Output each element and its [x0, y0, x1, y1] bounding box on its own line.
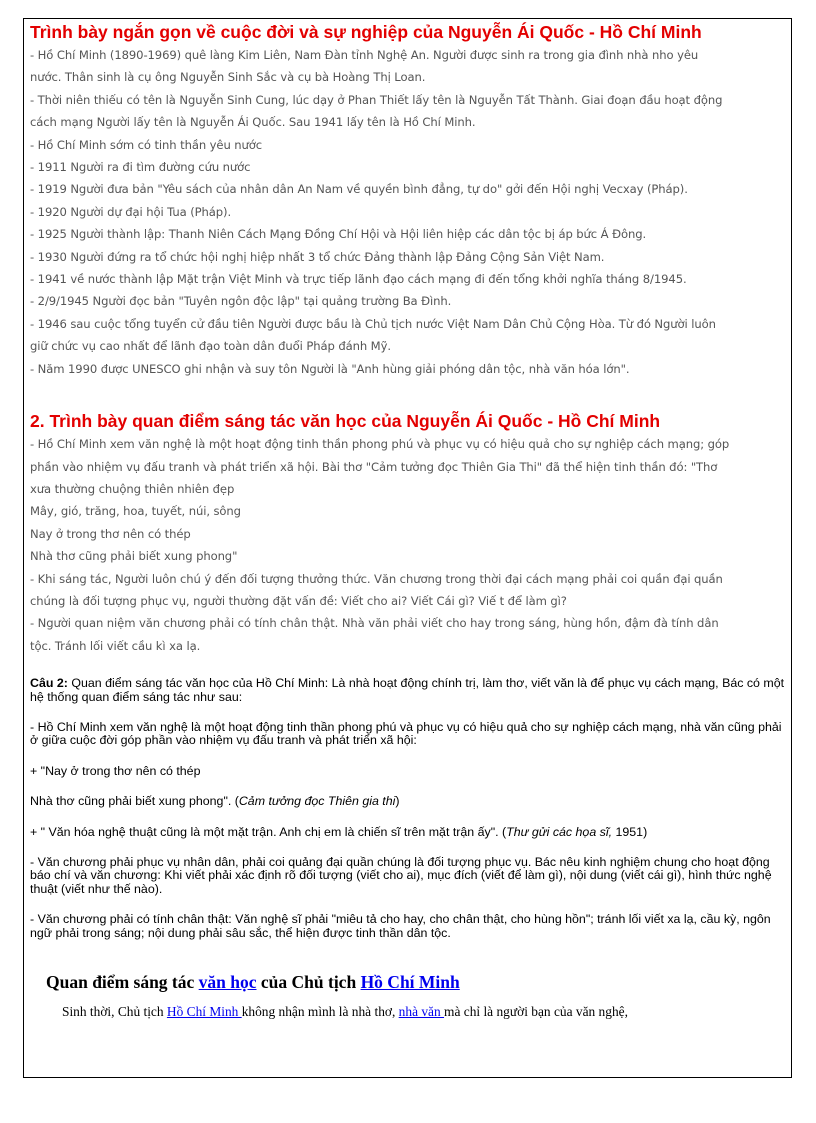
section-1-title: Trình bày ngắn gọn về cuộc đời và sự nghiệp của Nguyễn Ái Quốc - Hồ Chí Minh [30, 22, 702, 42]
text-line: - 1946 sau cuộc tổng tuyển cử đầu tiên Người được bầu là Chủ tịch nước Việt Nam Dân Chủ Cộng Hòa. Từ đó Người luôn [30, 316, 716, 331]
text-line: Nay ở trong thơ nên có thép [30, 526, 191, 541]
section-literary-views [30, 409, 786, 657]
cau-2-paragraph-6: - Văn chương phải có tính chân thật: Văn nghệ sĩ phải "miêu tả cho hay, cho chân thật, cho hùng hồn"; tránh lối viết xa lạ, cầu kỳ, ngôn ngữ phải trong sáng; nội dung phải sâu sắc, thể hiện được tinh thần dân tộc. [30, 912, 771, 940]
section-biography [30, 20, 786, 380]
text-line: - Thời niên thiếu có tên là Nguyễn Sinh Cung, lúc dạy ở Phan Thiết lấy tên là Nguyễn Tất Thành. Giai đoạn đầu hoạt động [30, 92, 723, 107]
cau-2-paragraph-4 [30, 826, 786, 839]
final-section-body [62, 1002, 786, 1022]
text-line: - Người quan niệm văn chương phải có tính chân thật. Nhà văn phải viết cho hay trong sáng, hùng hồn, đậm đà tính dân [30, 616, 719, 631]
document-content [30, 19, 786, 1022]
text-line: - 1930 Người đứng ra tổ chức hội nghị hiệp nhất 3 tổ chức Đảng thành lập Đảng Cộng Sản Việt Nam. [30, 249, 605, 264]
text-line: nước. Thân sinh là cụ ông Nguyễn Sinh Sắc và cụ bà Hoàng Thị Loan. [30, 70, 426, 85]
cau-2-section [30, 677, 786, 940]
cau-2-label: Câu 2: [30, 676, 68, 691]
section-2-title: 2. Trình bày quan điểm sáng tác văn học của Nguyễn Ái Quốc - Hồ Chí Minh [30, 411, 661, 432]
final-section [30, 970, 786, 1022]
text-line: - 1911 Người ra đi tìm đường cứu nước [30, 160, 251, 175]
title-text: Quan điểm sáng tác [46, 972, 199, 993]
text-line: cách mạng Người lấy tên là Nguyễn Ái Quốc. Sau 1941 lấy tên là Hồ Chí Minh. [30, 115, 476, 130]
quote-close: 1951) [612, 824, 648, 839]
final-section-title [46, 970, 786, 994]
text-line: - Năm 1990 được UNESCO ghi nhận và suy tôn Người là "Anh hùng giải phóng dân tộc, nhà văn hóa lớn". [30, 361, 630, 376]
quote-text: + " Văn hóa nghệ thuật cũng là một mặt trận. Anh chị em là chiến sĩ trên mặt trận ấy". ( [30, 824, 507, 839]
text-line: - Hồ Chí Minh sớm có tinh thần yêu nước [30, 137, 263, 152]
section-2-body [30, 433, 786, 657]
text-line: chúng là đối tượng phục vụ, người thường đặt vấn đề: Viết cho ai? Viết Cái gì? Viế t để làm gì? [30, 593, 567, 608]
quote-close: ) [395, 794, 400, 809]
text-line: giữ chức vụ cao nhất để lãnh đạo toàn dân đuổi Pháp đánh Mỹ. [30, 339, 391, 354]
ho-chi-minh-link[interactable]: Hồ Chí Minh [360, 972, 460, 993]
cau-2-paragraph-2: + "Nay ở trong thơ nên có thép [30, 763, 201, 778]
section-1-body [30, 44, 786, 380]
cau-2-intro [30, 677, 786, 704]
text-line: - 1919 Người đưa bản "Yêu sách của nhân dân An Nam về quyền bình đẳng, tự do" gởi đến Hội nghị Vecxay (Pháp). [30, 182, 688, 197]
text-line: Nhà thơ cũng phải biết xung phong" [30, 549, 238, 564]
van-hoc-link[interactable]: văn học [198, 972, 257, 993]
quote-source: Cảm tưởng đọc Thiên gia thi [238, 794, 396, 809]
ho-chi-minh-body-link[interactable]: Hồ Chí Minh [166, 1004, 242, 1020]
text-line: - Hồ Chí Minh xem văn nghệ là một hoạt động tinh thần phong phú và phục vụ có hiệu quả cho sự nghiệp cách mạng; góp [30, 437, 730, 452]
text-line: - 2/9/1945 Người đọc bản "Tuyên ngôn độc lập" tại quảng trường Ba Đình. [30, 294, 452, 309]
cau-2-paragraph-5: - Văn chương phải phục vụ nhân dân, phải coi quảng đại quần chúng là đối tượng phục vụ. Bác nêu kinh nghiệm chung cho hoạt động báo chí và văn chương: Khi viết phải xác định rõ đối tượng (viết cho ai), mục đích (viết để làm gì), nội dung (viết cái gì), hình thức nghệ thuật (viết như thế nào). [30, 855, 772, 896]
nha-van-link[interactable]: nhà văn [398, 1004, 445, 1020]
text-line: - 1920 Người dự đại hội Tua (Pháp). [30, 204, 232, 219]
cau-2-intro-text: Quan điểm sáng tác văn học của Hồ Chí Minh: Là nhà hoạt động chính trị, làm thơ, viết văn là để phục vụ cách mạng, Bác có một hệ thống quan điểm sáng tác như sau: [30, 676, 785, 704]
cau-2-paragraph-1: - Hồ Chí Minh xem văn nghệ là một hoạt động tinh thần phong phú và phục vụ có hiệu quả cho sự nghiệp cách mạng, nhà văn cũng phải ở giữa cuộc đời góp phần vào nhiệm vụ đấu tranh và phát triển xã hội: [30, 719, 782, 748]
title-text: của Chủ tịch [256, 972, 361, 993]
text-line: Mây, gió, trăng, hoa, tuyết, núi, sông [30, 504, 241, 519]
text-line: - Hồ Chí Minh (1890-1969) quê làng Kim Liên, Nam Đàn tỉnh Nghệ An. Người được sinh ra trong gia đình nhà nho yêu [30, 48, 699, 62]
body-text: không nhận mình là nhà thơ, [241, 1004, 399, 1020]
text-line: xưa thường chuộng thiên nhiên đẹp [30, 481, 235, 496]
text-line: - 1941 về nước thành lập Mặt trận Việt Minh và trực tiếp lãnh đạo cách mạng đi đến tổng khởi nghĩa tháng 8/1945. [30, 272, 687, 287]
text-line: phần vào nhiệm vụ đấu tranh và phát triển xã hội. Bài thơ "Cảm tưởng đọc Thiên Gia Thi" đã thể hiện tinh thần đó: "Thơ [30, 459, 718, 474]
body-text: mà chỉ là người bạn của văn nghệ, [444, 1004, 628, 1020]
text-line: - 1925 Người thành lập: Thanh Niên Cách Mạng Đồng Chí Hội và Hội liên hiệp các dân tộc bị áp bức Á Đông. [30, 227, 647, 242]
text-line: - Khi sáng tác, Người luôn chú ý đến đối tượng thưởng thức. Văn chương trong thời đại cách mạng phải coi quần đại quần [30, 571, 723, 586]
document-frame [23, 18, 792, 1078]
body-text: Sinh thời, Chủ tịch [62, 1004, 167, 1020]
text-line: tộc. Tránh lối viết cầu kì xa lạ. [30, 638, 201, 653]
quote-text: Nhà thơ cũng phải biết xung phong". ( [30, 794, 239, 809]
cau-2-paragraph-3 [30, 795, 786, 808]
quote-source: Thư gửi các họa sĩ, [506, 824, 613, 839]
